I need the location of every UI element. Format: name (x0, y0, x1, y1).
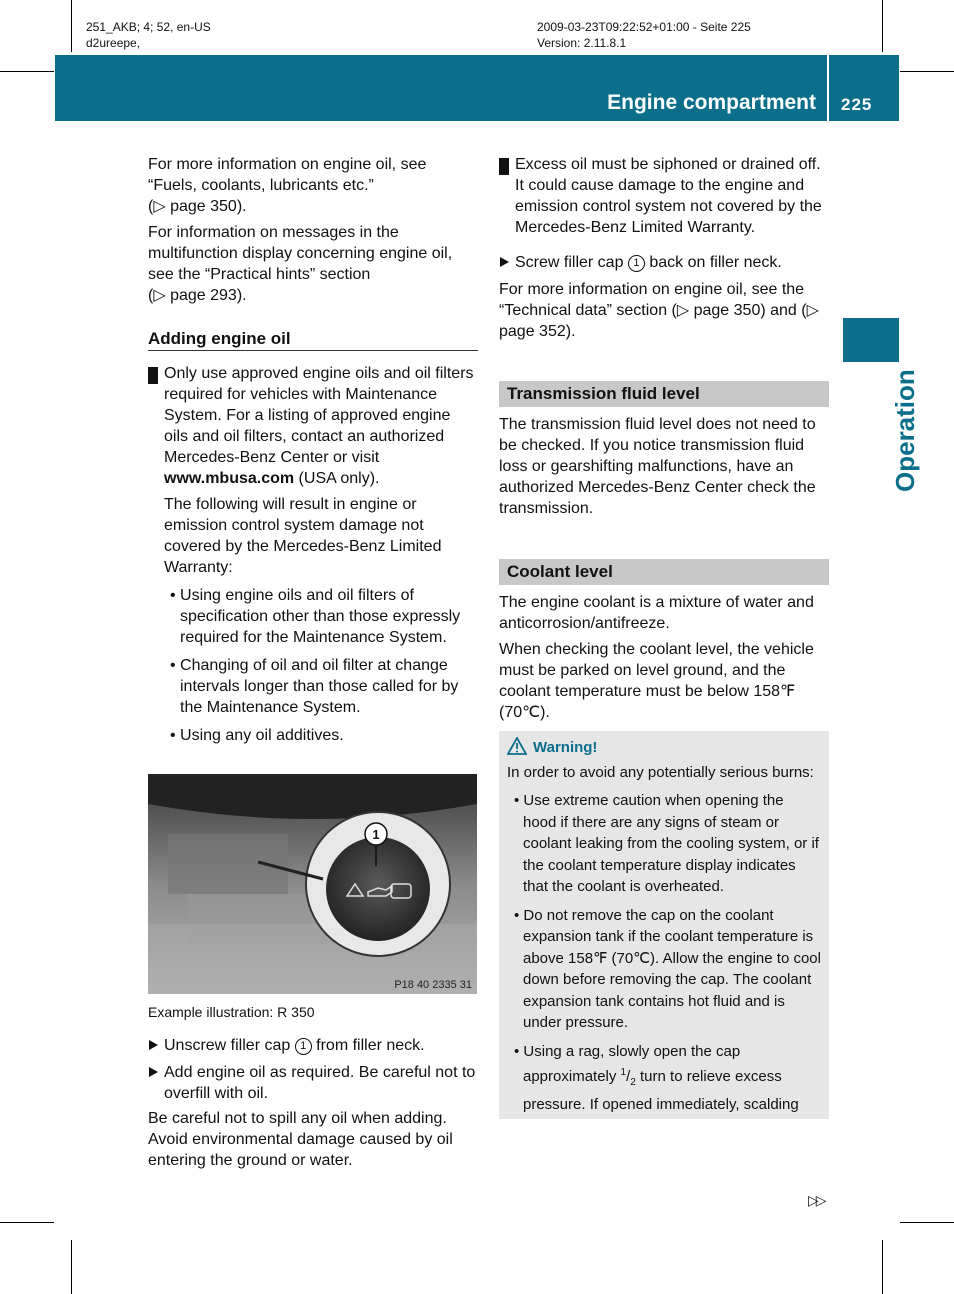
callout-marker: 1 (295, 1038, 312, 1055)
text: “Fuels, coolants, lubricants etc.” (148, 177, 374, 194)
caution-note (142, 363, 478, 489)
side-tab-text: Operation (890, 369, 920, 492)
crop-mark (882, 1240, 883, 1294)
chapter-title: Engine compartment (607, 91, 816, 114)
section-heading: Coolant level (499, 559, 829, 585)
website-link: www.mbusa.com (164, 470, 295, 487)
warning-title: Warning! (533, 739, 598, 756)
photo-code: P18 40 2335 31 (394, 979, 472, 991)
text: For more information on engine oil, see (148, 156, 427, 173)
crop-mark (71, 0, 72, 52)
callout-marker: 1 (628, 255, 645, 272)
warning-header (507, 737, 821, 759)
fraction-denominator: 2 (630, 1077, 636, 1088)
meta-line: Version: 2.11.8.1 (537, 36, 627, 50)
left-column-bottom (148, 1035, 478, 1171)
warning-box (499, 731, 829, 1119)
section-paragraph: The transmission fluid level does not need to be checked. If you notice transmission fluid loss or gearshifting malfunctions, have an authorized Mercedes-Benz Center check the transmission. (499, 416, 816, 517)
side-tab-label (836, 369, 920, 498)
fraction-slash: / (626, 1068, 631, 1085)
meta-line: 251_AKB; 4; 52, en-US (86, 20, 211, 34)
callout-number: 1 (372, 827, 380, 842)
left-column (142, 154, 478, 746)
continued-marker: ▷▷ (808, 1192, 824, 1208)
text: Only use approved engine oils and oil filters required for vehicles with Maintenance System. For a listing of approved engine oils and oil filters, contact an authorized Mercedes-Benz Center or visit (164, 365, 474, 466)
crop-mark (71, 1240, 72, 1294)
closing-paragraph: Be careful not to spill any oil when adding. Avoid environmental damage caused by oil entering the ground or water. (148, 1110, 453, 1169)
list-item: • Using any oil additives. (170, 727, 344, 744)
side-tab-marker (843, 318, 899, 362)
meta-line: d2ureepe, (86, 36, 141, 50)
text: turn to relieve excess pressure. If opened immediately, scalding (523, 1068, 799, 1113)
warning-list-item: • Do not remove the cap on the coolant expansion tank if the coolant temperature is above 158℉ (70℃). Allow the engine to cool down before removing the cap. The coolant expansion tank contains hot fluid and is under pressure. (514, 906, 821, 1031)
text: (USA only). (294, 470, 380, 487)
text: • Using a rag, slowly open the cap approximately (514, 1042, 741, 1085)
banner-divider (827, 55, 829, 121)
warning-list-item (507, 1041, 821, 1116)
header-meta-right (537, 19, 751, 51)
page-reference: (▷ page 350). (148, 198, 247, 215)
text: back on filler neck. (644, 254, 782, 271)
crop-mark (900, 1222, 954, 1223)
meta-line: 2009-03-23T09:22:52+01:00 - Seite 225 (537, 20, 751, 34)
engine-illustration (148, 774, 477, 994)
warning-intro: In order to avoid any potentially serious burns: (507, 763, 814, 781)
list-item: • Changing of oil and oil filter at change intervals longer than those called for by the Maintenance System. (170, 657, 459, 716)
info-paragraph: For more information on engine oil, see the “Technical data” section (▷ page 350) and (▷ page 352). (499, 281, 819, 340)
text: For information on messages in the multifunction display concerning engine oil, see the “Practical hints” section (148, 224, 453, 283)
header-meta-left (86, 19, 211, 51)
warning-list-item: • Use extreme caution when opening the hood if there are any signs of steam or coolant leaking from the cooling system, or if the coolant temperature display indicates that the coolant is overheated. (514, 792, 819, 895)
section-heading: Transmission fluid level (499, 381, 829, 407)
section-paragraph: When checking the coolant level, the vehicle must be parked on level ground, and the coolant temperature must be below 158℉ (70℃). (499, 641, 814, 721)
instruction-step (499, 252, 829, 273)
chapter-banner (55, 55, 899, 121)
text: Screw filler cap (515, 254, 628, 271)
text: Unscrew filler cap (164, 1037, 295, 1054)
warning-triangle-icon (507, 737, 527, 755)
crop-mark (900, 71, 954, 72)
page-reference: (▷ page 293). (148, 287, 247, 304)
engine-photo (148, 774, 477, 994)
crop-mark (0, 71, 54, 72)
exclamation-icon: ! (499, 158, 509, 175)
caution-note (493, 154, 829, 238)
fraction-numerator: 1 (620, 1067, 627, 1078)
exclamation-icon: ! (148, 367, 158, 384)
intro-paragraph (148, 222, 478, 306)
text: from filler neck. (311, 1037, 425, 1054)
page-number: 225 (841, 95, 873, 114)
photo-caption: Example illustration: R 350 (148, 1004, 315, 1020)
list-item: • Using engine oils and oil filters of specification other than those expressly required for the Maintenance System. (170, 587, 461, 646)
section-heading: Adding engine oil (148, 328, 478, 351)
crop-mark (882, 0, 883, 52)
section-paragraph: The engine coolant is a mixture of water and anticorrosion/antifreeze. (499, 594, 814, 632)
instruction-step (148, 1035, 478, 1056)
crop-mark (0, 1222, 54, 1223)
instruction-step: Add engine oil as required. Be careful not to overfill with oil. (148, 1062, 478, 1104)
right-column (493, 154, 829, 1119)
text: Excess oil must be siphoned or drained off. It could cause damage to the engine and emission control system not covered by the Mercedes-Benz Limited Warranty. (515, 156, 822, 236)
note-paragraph: The following will result in engine or emission control system damage not covered by the Mercedes-Benz Limited Warranty: (164, 496, 442, 576)
intro-paragraph (148, 154, 478, 217)
